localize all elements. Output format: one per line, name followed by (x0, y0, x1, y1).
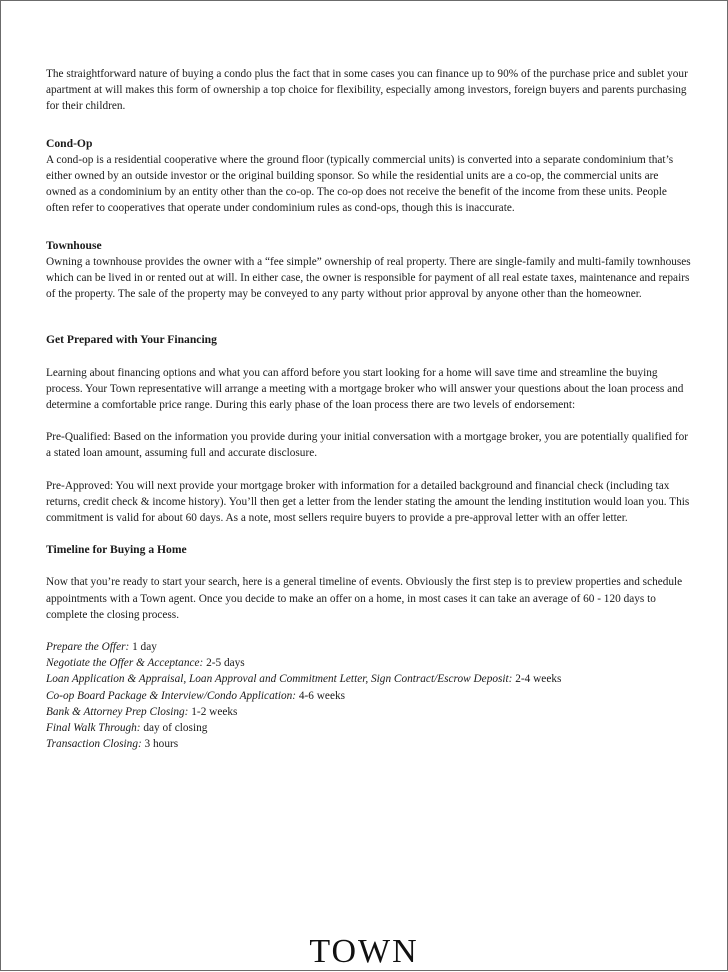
timeline-item (46, 704, 691, 720)
timeline-item-label: Bank & Attorney Prep Closing: (46, 705, 189, 718)
timeline-item-value: 2-4 weeks (512, 673, 562, 686)
townhouse-paragraph: Owning a townhouse provides the owner with a “fee simple” ownership of real property. There are single-family and multi-family townhouses which can be lived in or rented out at will. In either case, the owner is responsible for payment of all real estate taxes, maintenance and repairs of the property. The sale of the property may be conveyed to any party without prior approval by anyone other than the homeowner. (46, 255, 691, 301)
timeline-item (46, 655, 691, 671)
timeline-item-label: Negotiate the Offer & Acceptance: (46, 657, 204, 670)
condop-paragraph: A cond-op is a residential cooperative where the ground floor (typically commercial units) is converted into a separate condominium that’s either owned by an outside investor or the original building sponsor. So while the residential units are a co-op, the commercial units are owned as a condominium by an entity other than the co-op. The co-op does not receive the benefit of the income from these units. People often refer to cooperatives that operate under condominium rules as cond-ops, though this is inaccurate. (46, 153, 674, 215)
timeline-intro-paragraph: Now that you’re ready to start your search, here is a general timeline of events. Obviously the first step is to preview properties and schedule appointments with a Town agent. Once you decide to make an offer on a home, in most cases it can take an average of 60 - 120 days to complete the closing process. (46, 576, 683, 621)
timeline-item-value: 4-6 weeks (296, 689, 346, 702)
timeline-item-value: 2-5 days (203, 657, 245, 670)
town-logo: TOWN (309, 933, 419, 970)
townhouse-heading: Townhouse (46, 238, 102, 252)
timeline-item-value: day of closing (140, 722, 208, 735)
timeline-item-label: Final Walk Through: (46, 722, 141, 735)
document-body (46, 66, 691, 753)
timeline-item (46, 639, 691, 655)
financing-heading: Get Prepared with Your Financing (46, 333, 217, 347)
timeline-item (46, 736, 691, 752)
timeline-item (46, 671, 691, 687)
prequalified-paragraph: Pre-Qualified: Based on the information you provide during your initial conversation with a mortgage broker, you are potentially qualified for a stated loan amount, assuming full and accurate disclosure. (46, 431, 689, 460)
timeline-item-label: Co-op Board Package & Interview/Condo Application: (46, 689, 297, 702)
timeline-heading: Timeline for Buying a Home (46, 543, 187, 557)
timeline-item-label: Prepare the Offer: (46, 641, 130, 654)
timeline-item (46, 720, 691, 736)
timeline-item-value: 3 hours (141, 738, 179, 751)
preapproved-paragraph: Pre-Approved: You will next provide your mortgage broker with information for a detailed background and financial check (including tax returns, credit check & income history). You’ll then get a letter from the lender stating the amount the lending institution would loan you. This commitment is valid for about 60 days. As a note, most sellers require buyers to provide a pre-approval letter with an offer letter. (46, 479, 690, 525)
financing-intro-paragraph: Learning about financing options and what you can afford before you start looking for a home will save time and streamline the buying process. Your Town representative will arrange a meeting with a mortgage broker who will answer your questions about the loan process and determine a comfortable price range. During this early phase of the loan process there are two levels of endorsement: (46, 366, 684, 412)
timeline-item-value: 1 day (129, 641, 157, 654)
timeline-item-label: Loan Application & Appraisal, Loan Approval and Commitment Letter, Sign Contract/Escrow Deposit: (46, 673, 513, 686)
timeline-item-value: 1-2 weeks (188, 705, 238, 718)
timeline-list (46, 639, 691, 752)
timeline-item (46, 688, 691, 704)
condop-heading: Cond-Op (46, 136, 93, 150)
intro-paragraph: The straightforward nature of buying a condo plus the fact that in some cases you can finance up to 90% of the purchase price and sublet your apartment at will makes this form of ownership a top choice for flexibility, especially among investors, foreign buyers and parents purchasing for their children. (46, 68, 688, 113)
timeline-item-label: Transaction Closing: (46, 738, 142, 751)
